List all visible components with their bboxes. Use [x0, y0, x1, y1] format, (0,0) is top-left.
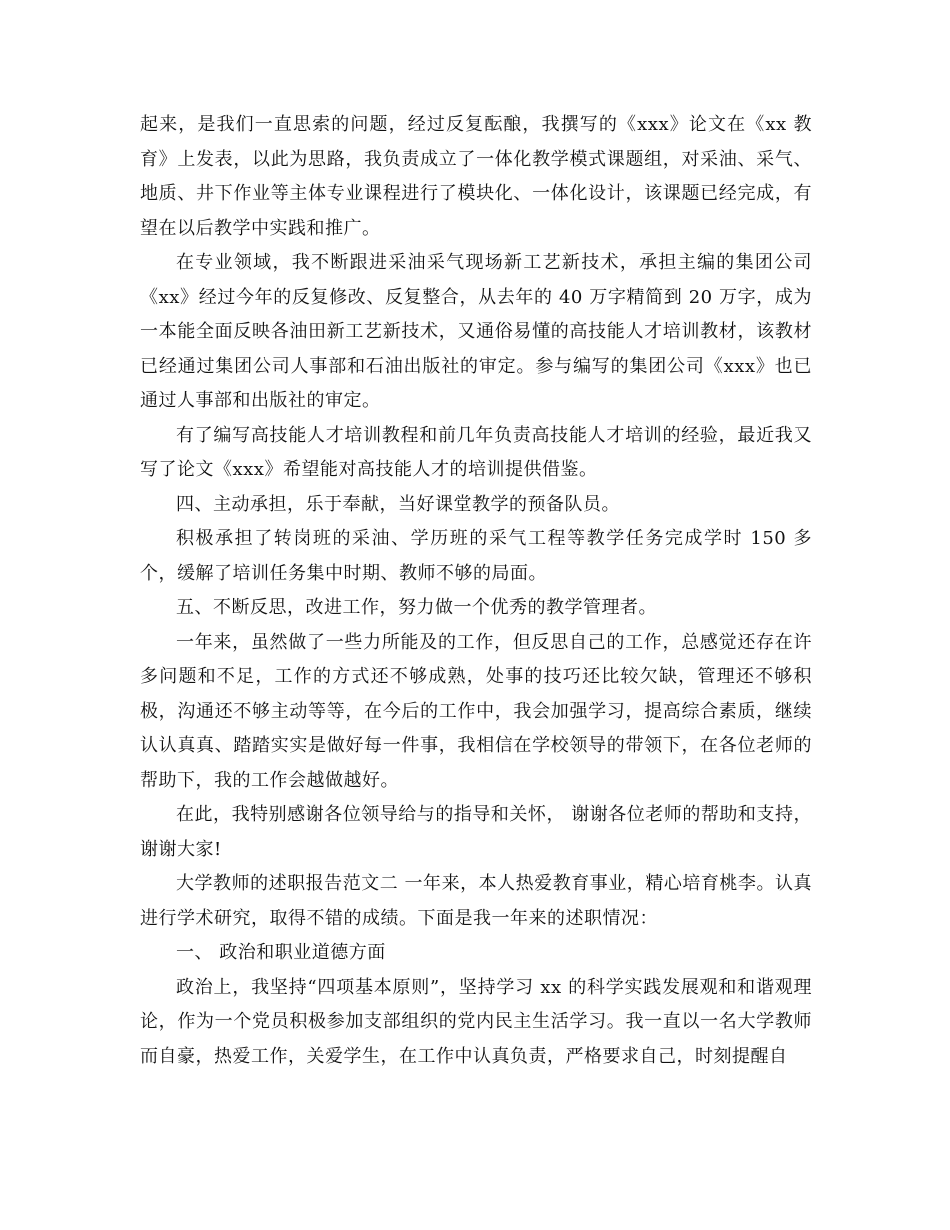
paragraph: 有了编写高技能人才培训教程和前几年负责高技能人才培训的经验，最近我又写了论文《xxx》希望能对高技能人才的培训提供借鉴。	[140, 424, 812, 480]
paragraph: 积极承担了转岗班的采油、学历班的采气工程等教学任务完成学时 150 多个，缓解了培训任务集中时期、教师不够的局面。	[140, 528, 812, 584]
section-heading: 四、主动承担，乐于奉献，当好课堂教学的预备队员。	[176, 493, 620, 515]
document-body	[140, 108, 812, 1074]
paragraph: 在此，我特别感谢各位领导给与的指导和关怀， 谢谢各位老师的帮助和支持，谢谢大家!	[140, 804, 812, 860]
report-title-paragraph: 大学教师的述职报告范文二 一年来，本人热爱教育事业，精心培育桃李。认真进行学术研究，取得不错的成绩。下面是我一年来的述职情况：	[140, 873, 812, 929]
section-heading: 一、 政治和职业道德方面	[176, 942, 386, 963]
paragraph: 一年来，虽然做了一些力所能及的工作，但反思自己的工作，总感觉还存在许多问题和不足，工作的方式还不够成熟，处事的技巧还比较欠缺，管理还不够积极，沟通还不够主动等等，在今后的工作中，我会加强学习，提高综合素质，继续认认真真、踏踏实实是做好每一件事，我相信在学校领导的带领下，在各位老师的帮助下，我的工作会越做越好。	[140, 631, 812, 791]
paragraph: 政治上，我坚持“四项基本原则”，坚持学习 xx 的科学实践发展观和和谐观理论，作为一个党员积极参加支部组织的党内民主生活学习。我一直以一名大学教师而自豪，热爱工作，关爱学生，在工作中认真负责，严格要求自己，时刻提醒自	[140, 976, 812, 1067]
section-heading: 五、不断反思，改进工作，努力做一个优秀的教学管理者。	[176, 597, 657, 618]
paragraph: 起来，是我们一直思索的问题，经过反复酝酿，我撰写的《xxx》论文在《xx 教育》上发表，以此为思路，我负责成立了一体化教学模式课题组，对采油、采气、地质、井下作业等主体专业课程进行了模块化、一体化设计，该课题已经完成，有望在以后教学中实践和推广。	[140, 114, 812, 239]
paragraph: 在专业领域，我不断跟进采油采气现场新工艺新技术，承担主编的集团公司《xx》经过今年的反复修改、反复整合，从去年的 40 万字精简到 20 万字，成为一本能全面反映各油田新工艺新技术，又通俗易懂的高技能人才培训教材，该教材已经通过集团公司人事部和石油出版社的审定。参与编写的集团公司《xxx》也已通过人事部和出版社的审定。	[140, 252, 812, 411]
